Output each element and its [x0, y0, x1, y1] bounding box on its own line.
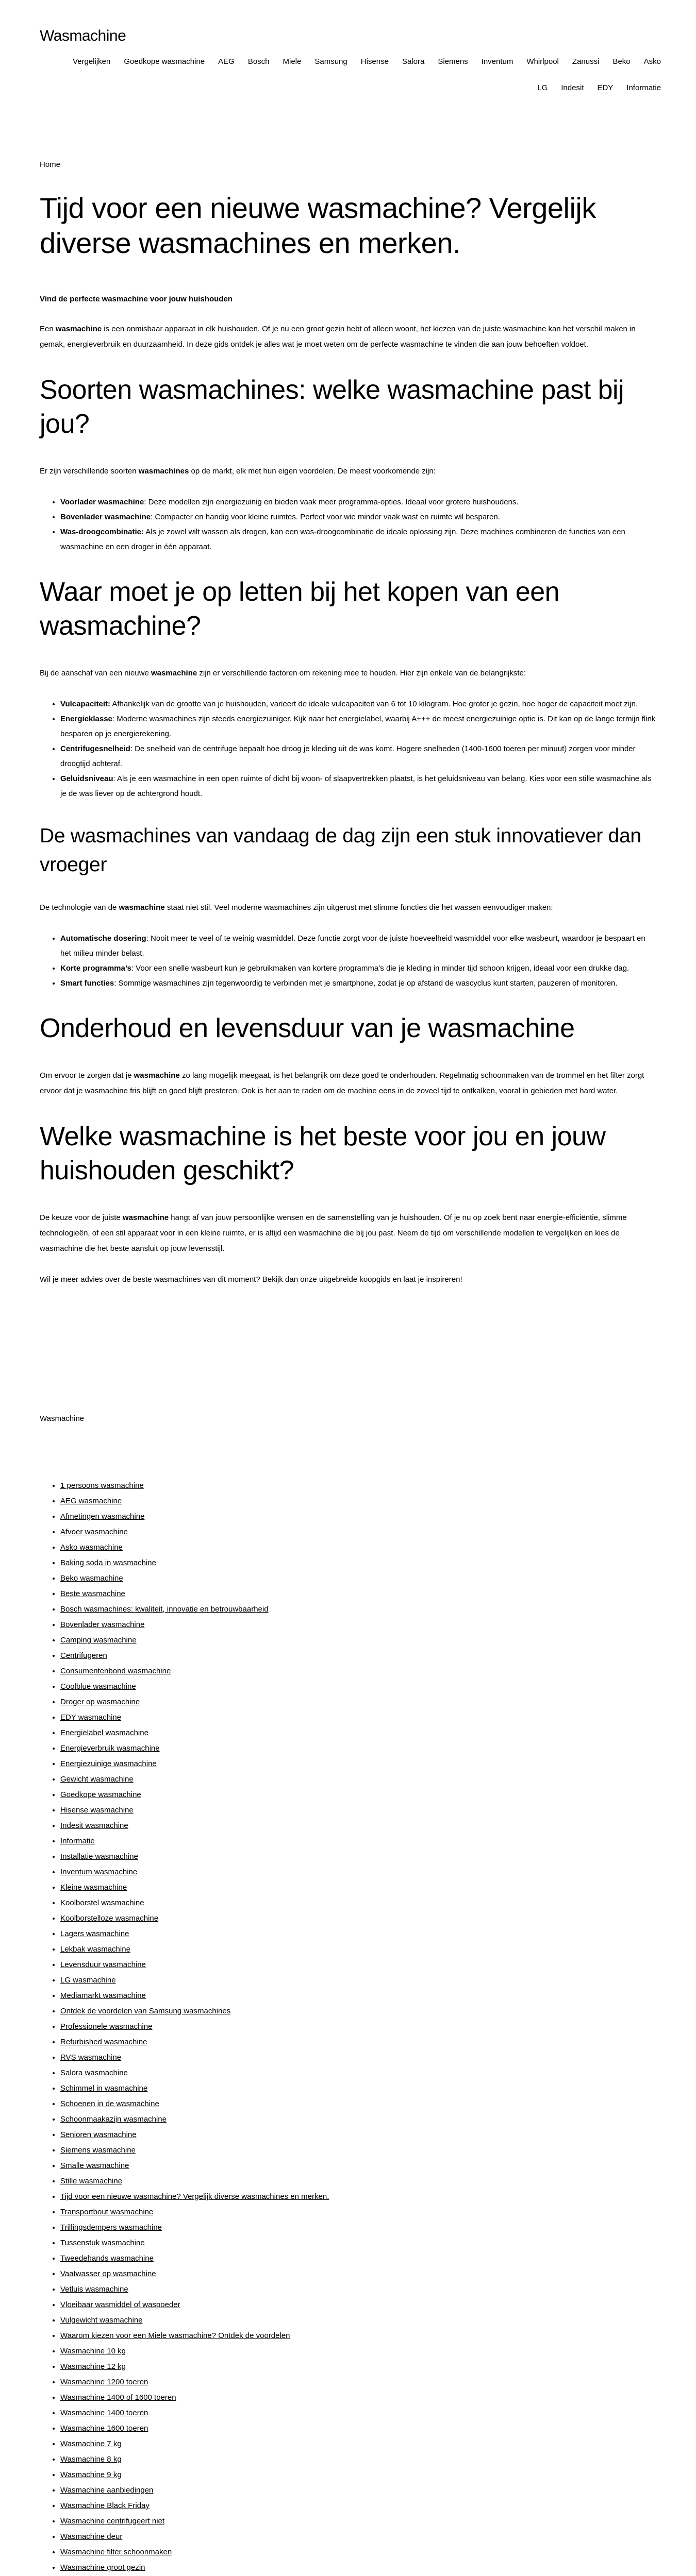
footer-link-item [60, 1617, 656, 1633]
section-best [40, 1120, 656, 1287]
footer-link[interactable]: Wasmachine centrifugeert niet [60, 2517, 165, 2526]
footer-link-item [60, 1911, 656, 1926]
nav-link-vergelijken[interactable]: Vergelijken [72, 57, 111, 66]
nav-link-samsung[interactable]: Samsung [314, 57, 347, 66]
nav-link-whirlpool[interactable]: Whirlpool [526, 57, 559, 66]
footer-link-item [60, 1926, 656, 1942]
list-item-term: Geluidsniveau [60, 774, 113, 783]
footer-link-item [60, 2050, 656, 2065]
footer-link-item [60, 1942, 656, 1957]
nav-link-aeg[interactable]: AEG [218, 57, 235, 66]
footer-link[interactable]: Wasmachine 1400 toeren [60, 2409, 148, 2417]
footer-link-item [60, 2405, 656, 2421]
footer-link[interactable]: Vaatwasser op wasmachine [60, 2269, 156, 2278]
section-heading: Onderhoud en levensduur van je wasmachine [40, 1013, 575, 1043]
footer-link[interactable]: Afvoer wasmachine [60, 1528, 128, 1536]
footer-link-item [60, 1586, 656, 1602]
footer-link[interactable]: Levensduur wasmachine [60, 1960, 146, 1969]
footer-link-item [60, 1571, 656, 1586]
list-item-term: Bovenlader wasmachine [60, 513, 151, 521]
footer-link-item [60, 2143, 656, 2158]
footer-link[interactable]: Wasmachine 9 kg [60, 2470, 122, 2479]
footer-link-item [60, 1648, 656, 1664]
footer-link-item [60, 2545, 656, 2560]
list-item [60, 495, 656, 510]
footer-link[interactable]: Waarom kiezen voor een Miele wasmachine? Ontdek de voordelen [60, 2331, 290, 2340]
footer-link[interactable]: Beste wasmachine [60, 1589, 125, 1598]
footer-link[interactable]: Camping wasmachine [60, 1636, 137, 1645]
footer-link[interactable]: Lekbak wasmachine [60, 1945, 130, 1954]
footer-link[interactable]: RVS wasmachine [60, 2053, 122, 2062]
main-content [0, 160, 696, 2576]
breadcrumb [40, 160, 656, 170]
nav-link-siemens[interactable]: Siemens [438, 57, 468, 66]
footer-link[interactable]: Tijd voor een nieuwe wasmachine? Vergelijk diverse wasmachines en merken. [60, 2192, 329, 2201]
footer-link[interactable]: Asko wasmachine [60, 1543, 123, 1552]
footer-link-item [60, 1787, 656, 1803]
list-item-text: : Voor een snelle wasbeurt kun je gebruikmaken van kortere programma’s die je kleding in minder tijd schoon krijgen, ideaal voor een drukke dag. [131, 964, 629, 973]
footer-link[interactable]: Installatie wasmachine [60, 1852, 138, 1861]
main-nav [16, 57, 661, 93]
footer-link-item [60, 2514, 656, 2529]
footer-link-item [60, 2266, 656, 2282]
list-item-text: Afhankelijk van de grootte van je huishouden, varieert de ideale vulcapaciteit van 6 tot 10 kilogram. Hoe groter je gezin, hoe hoger de capaciteit moet zijn. [110, 700, 638, 708]
footer-link-item [60, 2452, 656, 2467]
nav-row-primary [16, 57, 661, 67]
section-innovation [40, 822, 656, 991]
footer-link[interactable]: Mediamarkt wasmachine [60, 1991, 146, 2000]
footer-link[interactable]: LG wasmachine [60, 1976, 116, 1985]
nav-link-inventum[interactable]: Inventum [481, 57, 513, 66]
footer-link-list [40, 1478, 656, 2576]
footer-link-item [60, 2282, 656, 2297]
footer-link[interactable]: Wasmachine 12 kg [60, 2362, 126, 2371]
footer-link[interactable]: AEG wasmachine [60, 1497, 122, 1505]
footer-link[interactable]: Beko wasmachine [60, 1574, 123, 1583]
keyword: wasmachine [119, 903, 165, 912]
page-title: Tijd voor een nieuwe wasmachine? Vergelijk diverse wasmachines en merken. [40, 192, 596, 259]
footer-link-item [60, 1988, 656, 2004]
nav-link-miele[interactable]: Miele [283, 57, 302, 66]
footer-link-item [60, 2251, 656, 2266]
footer-link-item [60, 2560, 656, 2575]
section-paragraph [40, 666, 656, 681]
footer-link-item [60, 2390, 656, 2405]
footer-link[interactable]: Professionele wasmachine [60, 2022, 153, 2031]
footer-link-item [60, 2158, 656, 2174]
footer-link-item [60, 1664, 656, 1679]
list-item-text: : Sommige wasmachines zijn tegenwoordig te verbinden met je smartphone, zodat je op afstand de wascyclus kunt starten, pauzeren of monitoren. [114, 979, 618, 988]
list-item-term: Smart functies [60, 979, 114, 988]
footer-link-item [60, 1756, 656, 1772]
footer-link-item [60, 1895, 656, 1911]
footer-link[interactable]: Bosch wasmachines: kwaliteit, innovatie en betrouwbaarheid [60, 1605, 269, 1614]
text: zo lang mogelijk meegaat, is het belangrijk om deze goed te onderhouden. Regelmatig schoonmaken van de trommel en het filter zorgt ervoor dat je wasmachine fris blijft en goed blijft presteren. Ook is het aan te raden om de machine eens in de zoveel tijd te ontkalken, vooral in gebieden met hard water. [40, 1071, 644, 1095]
footer-link[interactable]: Coolblue wasmachine [60, 1682, 136, 1691]
site-title[interactable]: Wasmachine [40, 27, 126, 44]
footer-link[interactable]: Stille wasmachine [60, 2177, 123, 2185]
footer-link-item [60, 2174, 656, 2189]
footer-link[interactable]: Trillingsdempers wasmachine [60, 2223, 162, 2232]
section-heading: Welke wasmachine is het beste voor jou en jouw huishouden geschikt? [40, 1122, 606, 1185]
text: Bij de aanschaf van een nieuwe [40, 669, 151, 677]
footer-link-item [60, 2344, 656, 2359]
footer-link[interactable]: Consumentenbond wasmachine [60, 1667, 171, 1675]
list-item [60, 771, 656, 801]
list-item [60, 961, 656, 976]
text: op de markt, elk met hun eigen voordelen. De meest voorkomende zijn: [189, 467, 436, 476]
list-item-term: Energieklasse [60, 715, 112, 723]
footer-link-item [60, 1540, 656, 1555]
footer-link[interactable]: Wasmachine groot gezin [60, 2563, 145, 2572]
text: De keuze voor de juiste [40, 1213, 123, 1222]
footer-title: Wasmachine [40, 1414, 85, 1423]
nav-link-hisense[interactable]: Hisense [360, 57, 389, 66]
nav-link-beko[interactable]: Beko [612, 57, 631, 66]
list-item-text: Als je zowel wilt wassen als drogen, kan een was-droogcombinatie de ideale oplossing zijn. Deze machines combineren de functies van een wasmachine en een droger in één apparaat. [60, 528, 625, 551]
footer-link-item [60, 2235, 656, 2251]
intro-paragraph [40, 321, 656, 352]
footer-link-item [60, 2205, 656, 2220]
footer-link[interactable]: Inventum wasmachine [60, 1868, 138, 1876]
list-item [60, 697, 656, 711]
nav-row-secondary [16, 83, 661, 93]
footer-link[interactable]: Vetluis wasmachine [60, 2285, 128, 2294]
section-types [40, 373, 656, 554]
list-item-term: Voorlader wasmachine [60, 498, 144, 506]
breadcrumb-home-link[interactable]: Home [40, 160, 61, 169]
list-item-term: Centrifugesnelheid [60, 744, 130, 753]
nav-link-edy[interactable]: EDY [597, 83, 614, 92]
footer-link[interactable]: 1 persoons wasmachine [60, 1481, 144, 1490]
footer-link[interactable]: Wasmachine 1400 of 1600 toeren [60, 2393, 176, 2402]
nav-link-asko[interactable]: Asko [643, 57, 661, 66]
section-subheading: De wasmachines van vandaag de dag zijn een stuk innovatiever dan vroeger [40, 825, 641, 876]
footer-link-item [60, 1880, 656, 1895]
footer-link-item [60, 2019, 656, 2035]
footer-link-item [60, 2220, 656, 2235]
list-item [60, 741, 656, 771]
list-item [60, 524, 656, 554]
footer-link-item [60, 2436, 656, 2452]
lead-text: Vind de perfecte wasmachine voor jouw huishouden [40, 295, 233, 303]
text: staat niet stil. Veel moderne wasmachines zijn uitgerust met slimme functies die het wassen eenvoudiger maken: [164, 903, 553, 912]
section-paragraph [40, 1210, 656, 1257]
footer-link[interactable]: Wasmachine deur [60, 2532, 123, 2541]
list-item [60, 510, 656, 524]
footer-link[interactable]: Transportbout wasmachine [60, 2208, 154, 2216]
footer-link-item [60, 1555, 656, 1571]
footer-link[interactable]: Siemens wasmachine [60, 2146, 136, 2155]
keyword: wasmachine [151, 669, 197, 677]
footer-link-item [60, 1509, 656, 1524]
footer-link-item [60, 2328, 656, 2344]
footer-link-item [60, 1478, 656, 1494]
nav-link-salora[interactable]: Salora [402, 57, 425, 66]
list-item-term: Korte programma’s [60, 964, 131, 973]
section-heading: Soorten wasmachines: welke wasmachine past bij jou? [40, 375, 624, 439]
section-paragraph [40, 1068, 656, 1099]
intro-keyword: wasmachine [55, 325, 102, 333]
footer-link[interactable]: Indesit wasmachine [60, 1821, 128, 1830]
footer-link-item [60, 1803, 656, 1818]
footer-link-item [60, 2529, 656, 2545]
section-buying [40, 575, 656, 801]
footer-link-item [60, 1849, 656, 1865]
footer-link[interactable]: Tweedehands wasmachine [60, 2254, 154, 2263]
footer-link-item [60, 2081, 656, 2096]
footer-link[interactable]: Wasmachine 1600 toeren [60, 2424, 148, 2433]
footer-link-item [60, 2375, 656, 2390]
footer-link-item [60, 2467, 656, 2483]
footer-link-item [60, 1494, 656, 1509]
footer-link-item [60, 2483, 656, 2498]
list-item-term: Vulcapaciteit: [60, 700, 110, 708]
nav-link-indesit[interactable]: Indesit [561, 83, 584, 92]
types-list [40, 495, 656, 554]
section-heading: Waar moet je op letten bij het kopen van een wasmachine? [40, 577, 560, 641]
section-maintenance [40, 1011, 656, 1099]
footer-link-item [60, 1633, 656, 1648]
text: De technologie van de [40, 903, 119, 912]
list-item [60, 931, 656, 961]
list-item-text: : Nooit meer te veel of te weinig wasmiddel. Deze functie zorgt voor de juiste hoeveelheid wasmiddel voor elke wasbeurt, waardoor je bespaart en het milieu minder belast. [60, 934, 645, 958]
list-item-text: : Compacter en handig voor kleine ruimtes. Perfect voor wie minder vaak wast en ruimte wil besparen. [151, 513, 500, 521]
footer-link-item [60, 2498, 656, 2514]
footer-link-item [60, 1834, 656, 1849]
footer-link[interactable]: Koolborstelloze wasmachine [60, 1914, 159, 1923]
footer-link-item [60, 2421, 656, 2436]
footer-link-item [60, 2127, 656, 2143]
keyword: wasmachines [138, 467, 189, 476]
footer-link-item [60, 1973, 656, 1988]
footer-link[interactable]: Bovenlader wasmachine [60, 1620, 145, 1629]
nav-link-informatie[interactable]: Informatie [626, 83, 661, 92]
section-paragraph [40, 464, 656, 479]
footer-link-item [60, 2297, 656, 2313]
footer-link[interactable]: Smalle wasmachine [60, 2161, 129, 2170]
text: Er zijn verschillende soorten [40, 467, 139, 476]
footer-link-item [60, 1524, 656, 1540]
text: Om ervoor te zorgen dat je [40, 1071, 134, 1080]
section-paragraph [40, 900, 656, 916]
footer-link[interactable]: Lagers wasmachine [60, 1929, 129, 1938]
footer-link-item [60, 1710, 656, 1725]
footer-link[interactable]: Gewicht wasmachine [60, 1775, 134, 1784]
footer-link-item [60, 2112, 656, 2127]
list-item-term: Automatische dosering [60, 934, 146, 943]
keyword: wasmachine [122, 1213, 169, 1222]
footer-link-item [60, 2359, 656, 2375]
footer-link[interactable]: Droger op wasmachine [60, 1698, 140, 1706]
spacer [40, 1303, 656, 1414]
list-item [60, 976, 656, 991]
footer-link[interactable]: Ontdek de voordelen van Samsung wasmachines [60, 2007, 231, 2015]
footer-link[interactable]: Wasmachine 7 kg [60, 2439, 122, 2448]
features-list [40, 931, 656, 991]
footer-link[interactable]: Wasmachine 1200 toeren [60, 2378, 148, 2386]
footer-link-item [60, 1602, 656, 1617]
footer-link[interactable]: Afmetingen wasmachine [60, 1512, 145, 1521]
footer-link[interactable]: Schoonmaakazijn wasmachine [60, 2115, 167, 2124]
footer-link-item [60, 2189, 656, 2205]
footer-link-item [60, 1818, 656, 1834]
footer-link[interactable]: Wasmachine filter schoonmaken [60, 2548, 172, 2556]
nav-link-zanussi[interactable]: Zanussi [572, 57, 600, 66]
footer-link[interactable]: Wasmachine 8 kg [60, 2455, 122, 2464]
footer-link-item [60, 1694, 656, 1710]
footer-link[interactable]: Goedkope wasmachine [60, 1790, 141, 1799]
footer-link[interactable]: Wasmachine 10 kg [60, 2347, 126, 2355]
nav-link-lg[interactable]: LG [537, 83, 548, 92]
list-item [60, 711, 656, 741]
footer-link[interactable]: Energielabel wasmachine [60, 1728, 148, 1737]
text: zijn er verschillende factoren om rekening mee te houden. Hier zijn enkele van de belangrijkste: [197, 669, 526, 677]
footer-link[interactable]: Centrifugeren [60, 1651, 107, 1660]
footer-link[interactable]: Wasmachine aanbiedingen [60, 2486, 154, 2495]
footer-link-item [60, 1679, 656, 1694]
footer-link-item [60, 2035, 656, 2050]
footer-link[interactable]: EDY wasmachine [60, 1713, 122, 1722]
footer-link[interactable]: Kleine wasmachine [60, 1883, 127, 1892]
closing-paragraph: Wil je meer advies over de beste wasmachines van dit moment? Bekijk dan onze uitgebreide koopgids en laat je inspireren! [40, 1275, 462, 1284]
footer-link[interactable]: Refurbished wasmachine [60, 2038, 147, 2046]
footer-link[interactable]: Tussenstuk wasmachine [60, 2239, 145, 2247]
footer-link[interactable]: Energiezuinige wasmachine [60, 1759, 157, 1768]
footer-link[interactable]: Hisense wasmachine [60, 1806, 134, 1815]
footer-link[interactable]: Schoenen in de wasmachine [60, 2099, 159, 2108]
nav-link-goedkope-wasmachine[interactable]: Goedkope wasmachine [124, 57, 205, 66]
footer-link[interactable]: Wasmachine Black Friday [60, 2501, 150, 2510]
footer-link[interactable]: Vulgewicht wasmachine [60, 2316, 143, 2325]
list-item-text: : Als je een wasmachine in een open ruimte of dicht bij woon- of slaapvertrekken plaatst, is het geluidsniveau van belang. Kies voor een stille wasmachine als je de was liever op de achtergrond houdt. [60, 774, 652, 798]
footer-link[interactable]: Vloeibaar wasmiddel of waspoeder [60, 2300, 180, 2309]
footer-link[interactable]: Senioren wasmachine [60, 2130, 137, 2139]
list-item-term: Was-droogcombinatie: [60, 528, 144, 536]
text: hangt af van jouw persoonlijke wensen en de samenstelling van je huishouden. Of je nu op zoek bent naar energie-efficiëntie, slimme technologieën, of een stil apparaat voor in een kleine ruimte, er is altijd een wasmachine die bij jou past. Neem de tijd om verschillende modellen te vergelijken en kies de wasmachine die het beste aansluit op jouw levensstijl. [40, 1213, 627, 1253]
nav-link-bosch[interactable]: Bosch [247, 57, 270, 66]
list-item-text: : Deze modellen zijn energiezuinig en bieden vaak meer programma-opties. Ideaal voor grotere huishoudens. [144, 498, 519, 506]
list-item-text: : De snelheid van de centrifuge bepaalt hoe droog je kleding uit de was komt. Hogere snelheden (1400-1600 toeren per minuut) zorgen voor minder droogtijd achteraf. [60, 744, 636, 768]
footer-link-item [60, 2004, 656, 2019]
site-header [0, 0, 696, 103]
footer-link-item [60, 1772, 656, 1787]
footer-link-item [60, 1957, 656, 1973]
footer-link[interactable]: Energieverbruik wasmachine [60, 1744, 160, 1753]
footer-link[interactable]: Koolborstel wasmachine [60, 1899, 144, 1907]
footer-link-item [60, 2065, 656, 2081]
keyword: wasmachine [134, 1071, 180, 1080]
footer-link[interactable]: Schimmel in wasmachine [60, 2084, 148, 2093]
footer-link-item [60, 1865, 656, 1880]
list-item-text: : Moderne wasmachines zijn steeds energiezuiniger. Kijk naar het energielabel, waarbij A+++ de meest energiezuinige optie is. Dit kan op de lange termijn flink besparen op je energierekening. [60, 715, 656, 738]
footer-link-item [60, 2096, 656, 2112]
site-footer [40, 1414, 656, 2576]
intro-text-pre: Een [40, 325, 56, 333]
intro-text-post: is een onmisbaar apparaat in elk huishouden. Of je nu een groot gezin hebt of alleen woont, het kiezen van de juiste wasmachine kan het verschil maken in gemak, energieverbruik en duurzaamheid. In deze gids ontdek je alles wat je moet weten om de perfecte wasmachine te vinden die aan jouw behoeften voldoet. [40, 325, 636, 349]
footer-link-item [60, 1741, 656, 1756]
footer-link[interactable]: Salora wasmachine [60, 2069, 128, 2077]
buying-criteria-list [40, 697, 656, 801]
footer-link-item [60, 1725, 656, 1741]
footer-link[interactable]: Informatie [60, 1837, 95, 1845]
footer-link-item [60, 2313, 656, 2328]
footer-link[interactable]: Baking soda in wasmachine [60, 1558, 156, 1567]
